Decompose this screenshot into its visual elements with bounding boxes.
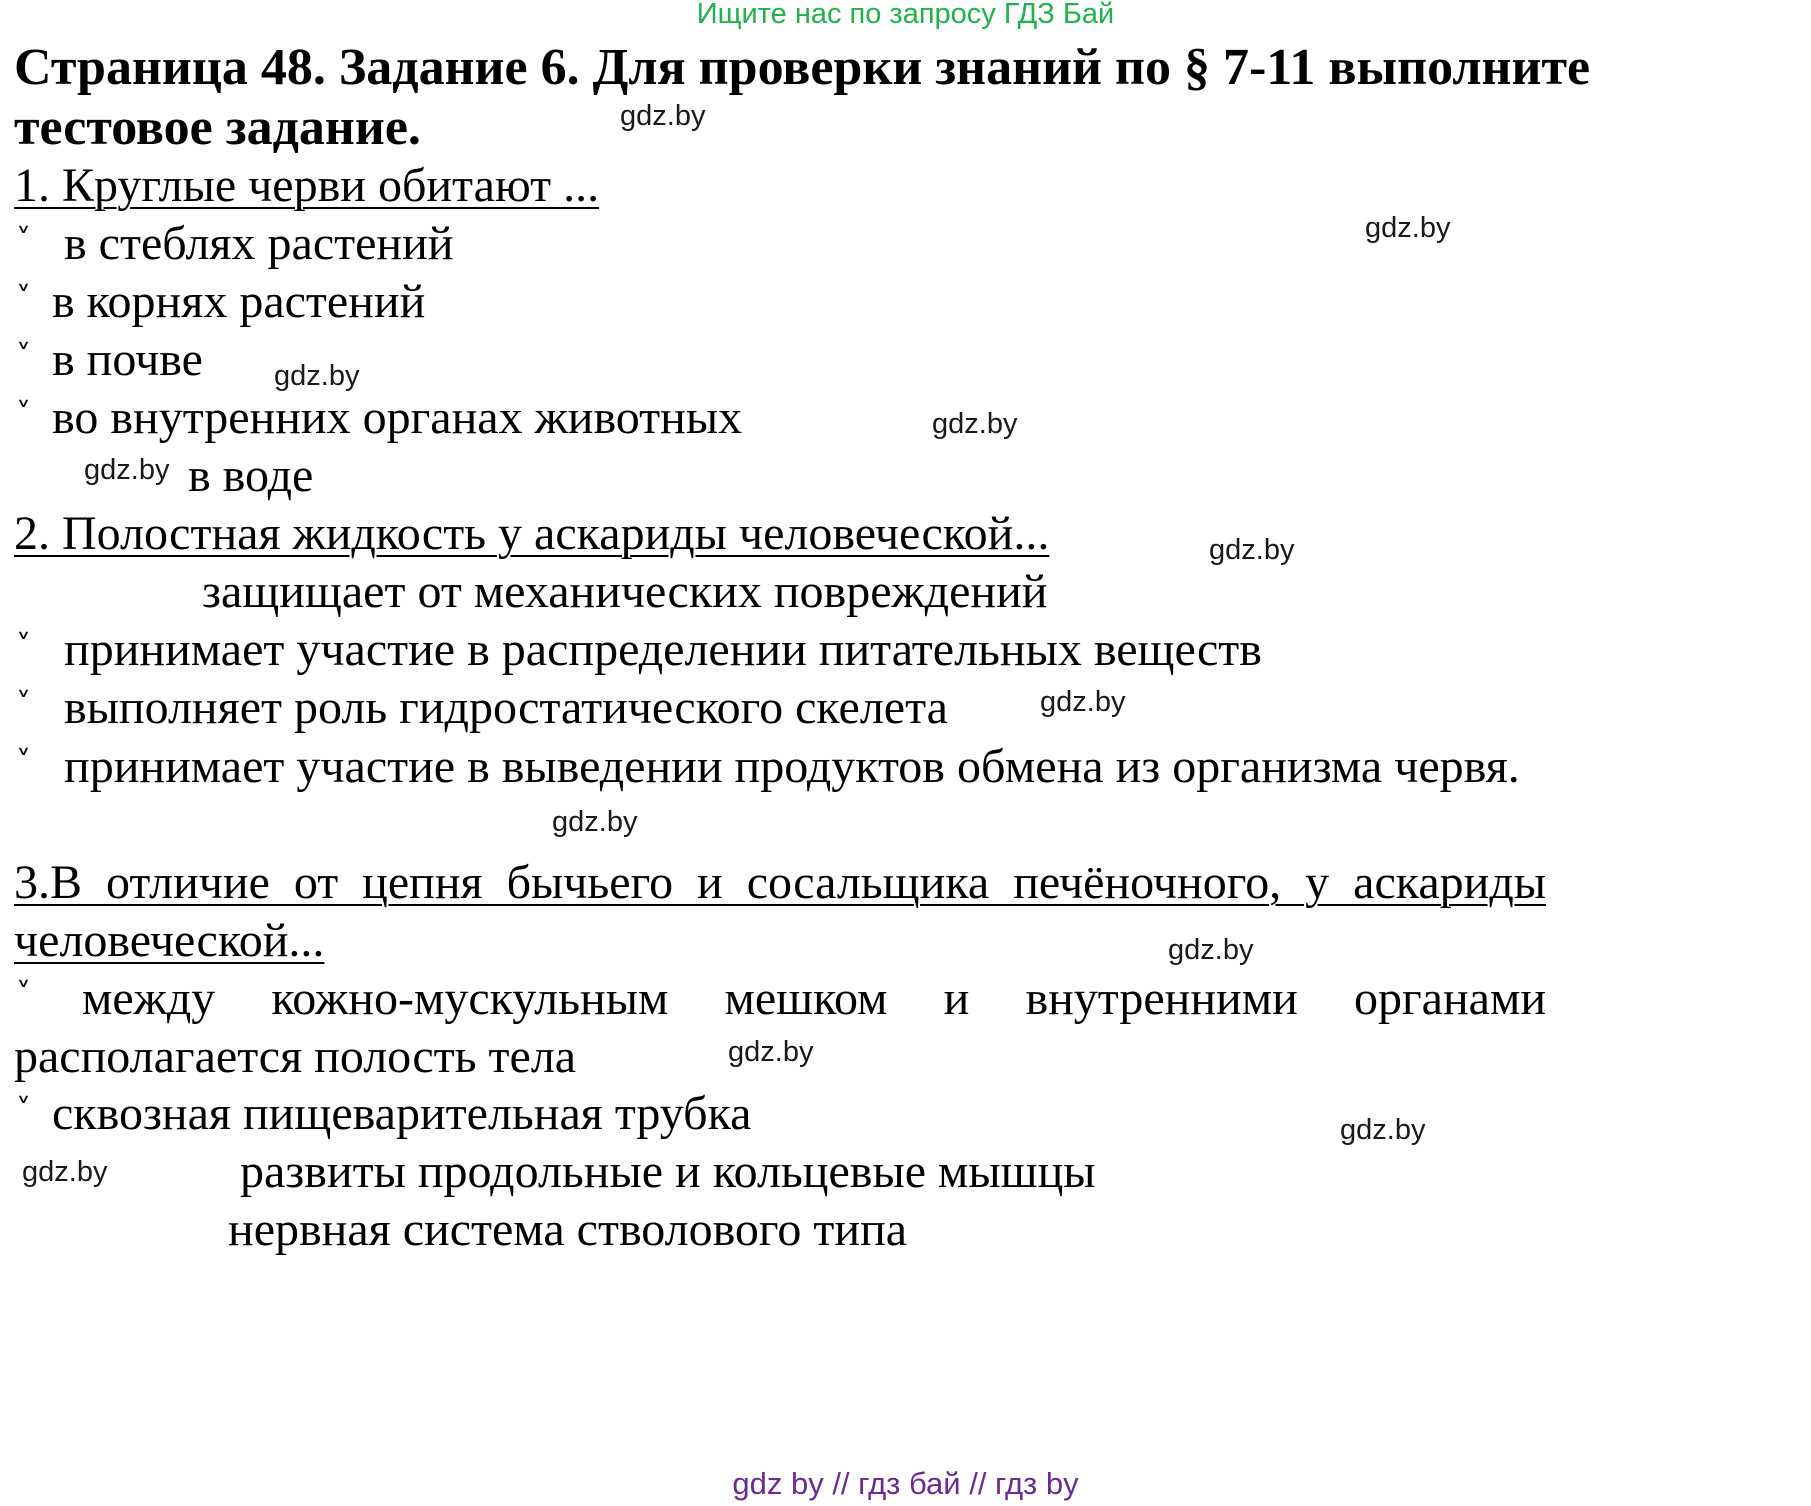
check-mark-icon: ˅: [16, 1093, 31, 1128]
q1-option-3: в почве: [52, 333, 203, 386]
watermark: gdz.by: [84, 454, 170, 486]
check-mark-icon: ˅: [16, 745, 31, 780]
footer-watermark: gdz by // гдз бай // гдз by: [732, 1466, 1079, 1501]
check-mark-icon: ˅: [16, 629, 31, 664]
check-mark-icon: ˅: [16, 223, 31, 258]
q3-option-2: сквозная пищеварительная трубка: [52, 1087, 752, 1140]
watermark: gdz.by: [1040, 686, 1126, 718]
q1-option-1: в стеблях растений: [64, 217, 454, 270]
search-banner: Ищите нас по запросу ГДЗ Бай: [696, 0, 1115, 30]
q1-option-2: в корнях растений: [52, 275, 426, 328]
watermark: gdz.by: [932, 408, 1018, 440]
q2-option-3: выполняет роль гидростатического скелета: [64, 681, 948, 734]
watermark: gdz.by: [1340, 1114, 1426, 1146]
watermark: gdz.by: [1209, 534, 1295, 566]
watermark: gdz.by: [728, 1036, 814, 1068]
watermark: gdz.by: [620, 100, 706, 132]
watermark: gdz.by: [1168, 934, 1254, 966]
check-mark-icon: ˅: [16, 687, 31, 722]
check-mark-icon: ˅: [16, 977, 31, 1012]
check-mark-icon: ˅: [16, 339, 31, 374]
watermark: gdz.by: [552, 806, 638, 838]
watermark: gdz.by: [22, 1156, 108, 1188]
q1-option-5: в воде: [188, 449, 314, 502]
check-mark-icon: ˅: [16, 397, 31, 432]
task-title-line-2: тестовое задание.: [14, 99, 421, 156]
question-3-line-2: человеческой...: [14, 914, 325, 967]
q3-option-1: между кожно-мускульным мешком и внутренними органами располагается полость тела: [14, 972, 1546, 1083]
check-mark-icon: ˅: [16, 281, 31, 316]
watermark: gdz.by: [1365, 212, 1451, 244]
question-3: [14, 854, 1546, 970]
question-2: 2. Полостная жидкость у аскариды человеческой...: [14, 507, 1050, 560]
q2-option-2: принимает участие в распределении питательных веществ: [64, 623, 1262, 676]
q3-option-3: развиты продольные и кольцевые мышцы: [240, 1145, 1096, 1198]
q2-option-4: принимает участие в выведении продуктов обмена из организма червя.: [64, 740, 1520, 793]
watermark: gdz.by: [274, 360, 360, 392]
question-1: 1. Круглые черви обитают ...: [14, 159, 600, 212]
q2-option-1: защищает от механических повреждений: [202, 565, 1048, 618]
q3-option-4: нервная система стволового типа: [228, 1203, 908, 1256]
q1-option-4: во внутренних органах животных: [52, 391, 743, 444]
question-3-line-1: 3.В отличие от цепня бычьего и сосальщика печёночного, у аскариды: [14, 856, 1546, 909]
task-title-line-1: Страница 48. Задание 6. Для проверки знаний по § 7-11 выполните: [14, 39, 1591, 96]
